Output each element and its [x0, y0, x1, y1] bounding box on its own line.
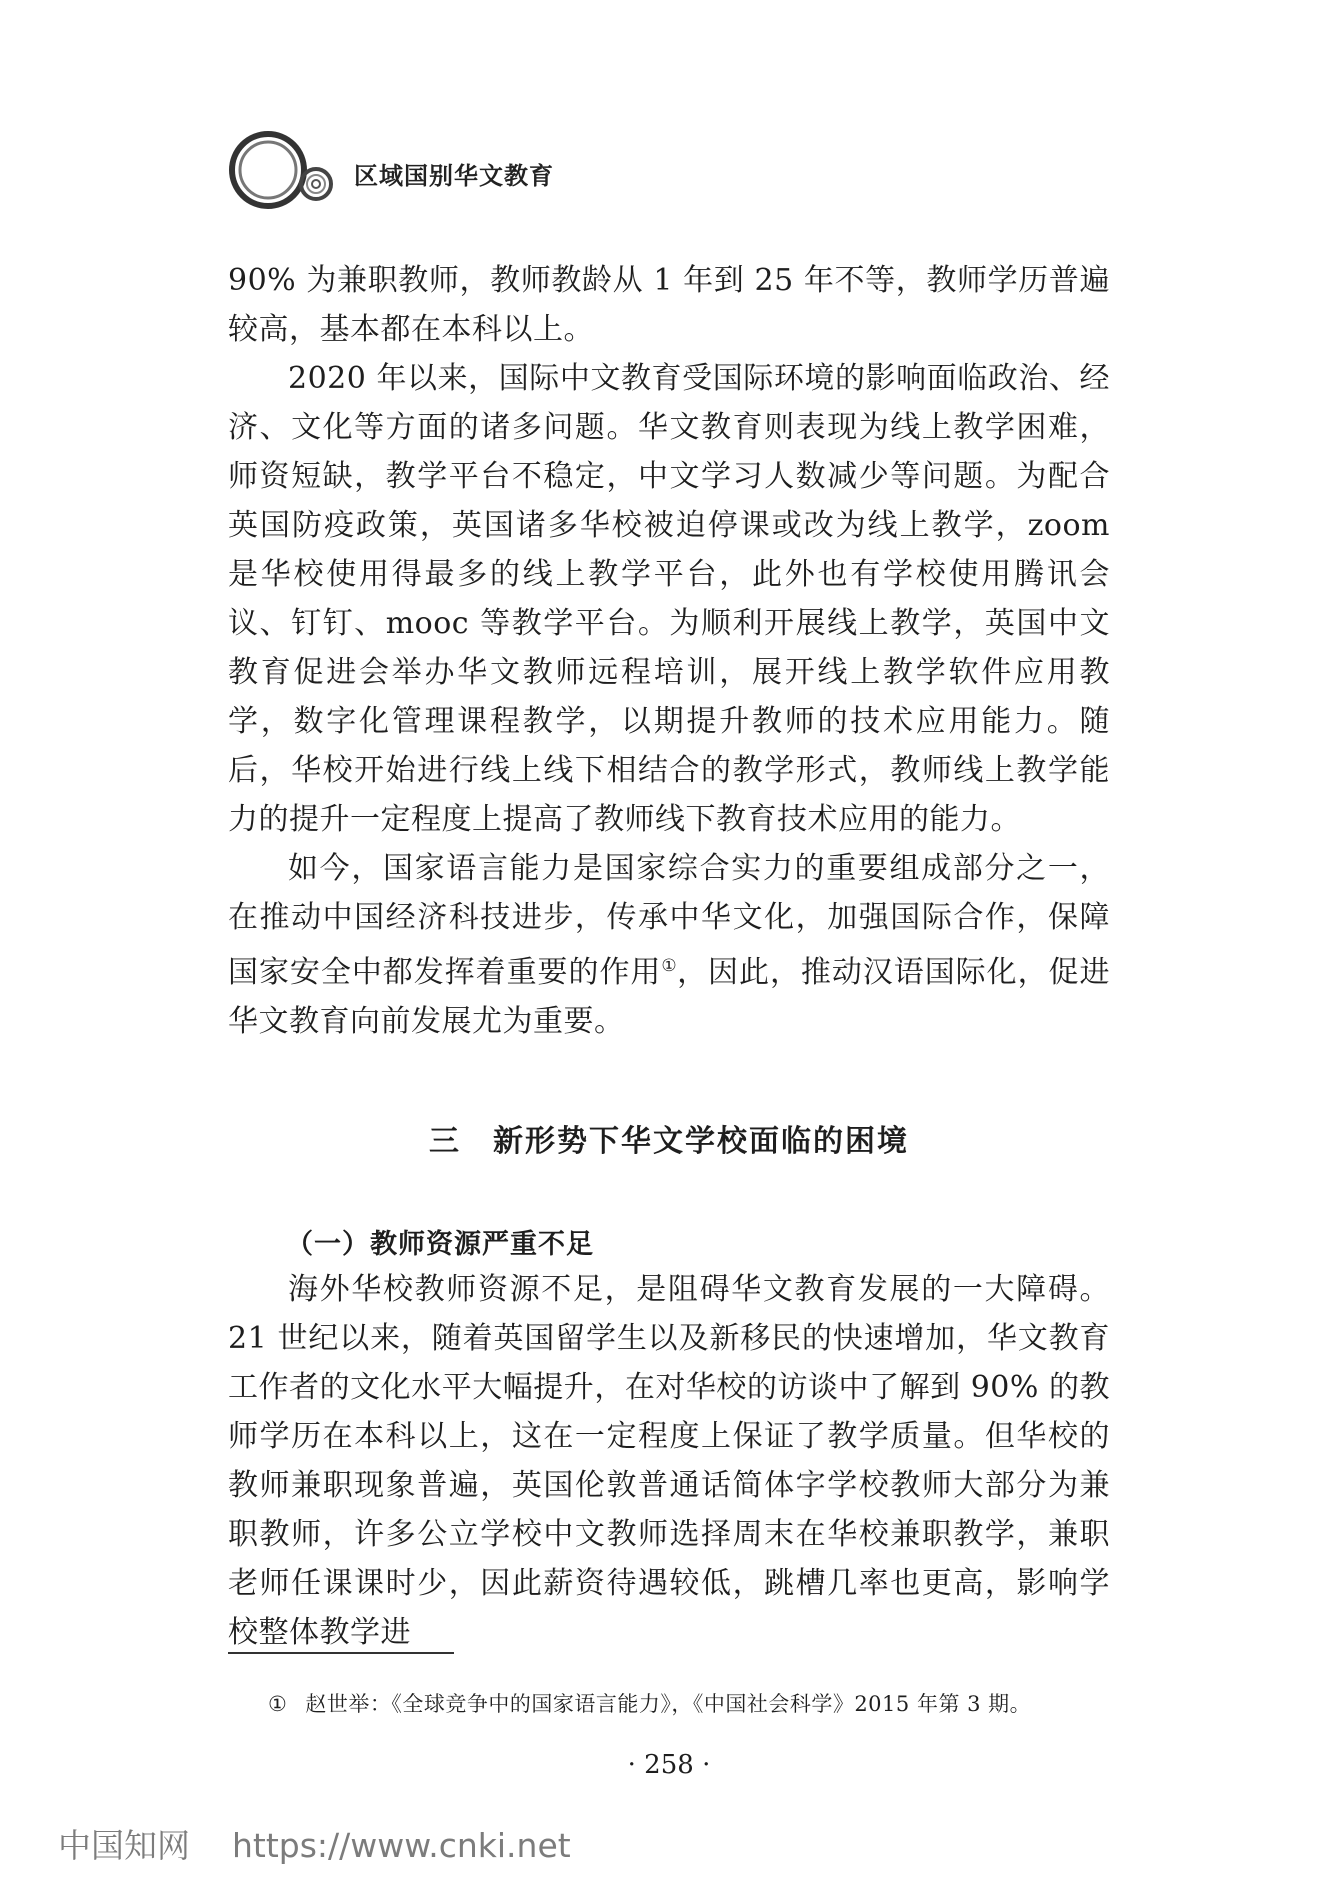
paragraph-3-part-2: ，因此，推动汉语国际化，促进华文教育向前发展尤为重要。: [228, 955, 1110, 1039]
subsection-heading: （一）教师资源严重不足: [286, 1229, 594, 1260]
circles-logo-icon: [226, 128, 346, 212]
page-number: · 258 ·: [627, 1750, 711, 1780]
body-text-bottom: [228, 1265, 1110, 1657]
watermark-url[interactable]: https://www.cnki.net: [232, 1826, 571, 1865]
footnote-divider: [228, 1652, 454, 1654]
paragraph-1: 90% 为兼职教师，教师教龄从 1 年到 25 年不等，教师学历普遍较高，基本都在本科以上。: [228, 263, 1110, 347]
section-heading: 三 新形势下华文学校面临的困境: [429, 1124, 909, 1159]
paragraph-3-part-1: 如今，国家语言能力是国家综合实力的重要组成部分之一，在推动中国经济科技进步，传承中华文化，加强国际合作，保障国家安全中都发挥着重要的作用: [228, 851, 1110, 990]
running-header: [226, 128, 626, 212]
body-text-top: [228, 256, 1110, 1046]
footnote: [268, 1688, 1031, 1718]
paragraph-2: 2020 年以来，国际中文教育受国际环境的影响面临政治、经济、文化等方面的诸多问题。华文教育则表现为线上教学困难，师资短缺，教学平台不稳定，中文学习人数减少等问题。为配合英国防疫政策，英国诸多华校被迫停课或改为线上教学，zoom 是华校使用得最多的线上教学平台，此外也有学校使用腾讯会议、钉钉、mooc 等教学平台。为顺利开展线上教学，英国中文教育促进会举办华文教师远程培训，展开线上教学软件应用教学，数字化管理课程教学，以期提升教师的技术应用能力。随后，华校开始进行线上线下相结合的教学形式，教师线上教学能力的提升一定程度上提高了教师线下教育技术应用的能力。: [228, 361, 1110, 837]
running-header-title: 区域国别华文教育: [354, 162, 554, 190]
watermark-brand: 中国知网: [58, 1826, 190, 1865]
paragraph-4: 海外华校教师资源不足，是阻碍华文教育发展的一大障碍。21 世纪以来，随着英国留学生以及新移民的快速增加，华文教育工作者的文化水平大幅提升，在对华校的访谈中了解到 90% 的教师学历在本科以上，这在一定程度上保证了教学质量。但华校的教师兼职现象普遍，英国伦敦普通话简体字学校教师大部分为兼职教师，许多公立学校中文教师选择周末在华校兼职教学，兼职老师任课课时少，因此薪资待遇较低，跳槽几率也更高，影响学校整体教学进: [228, 1272, 1110, 1650]
paragraph-3: [228, 844, 1110, 1046]
footnote-text: 赵世举：《全球竞争中的国家语言能力》，《中国社会科学》2015 年第 3 期。: [305, 1692, 1032, 1716]
footnote-reference[interactable]: ①: [661, 956, 678, 976]
footnote-mark: ①: [268, 1692, 288, 1716]
cnki-watermark: [58, 1820, 571, 1867]
